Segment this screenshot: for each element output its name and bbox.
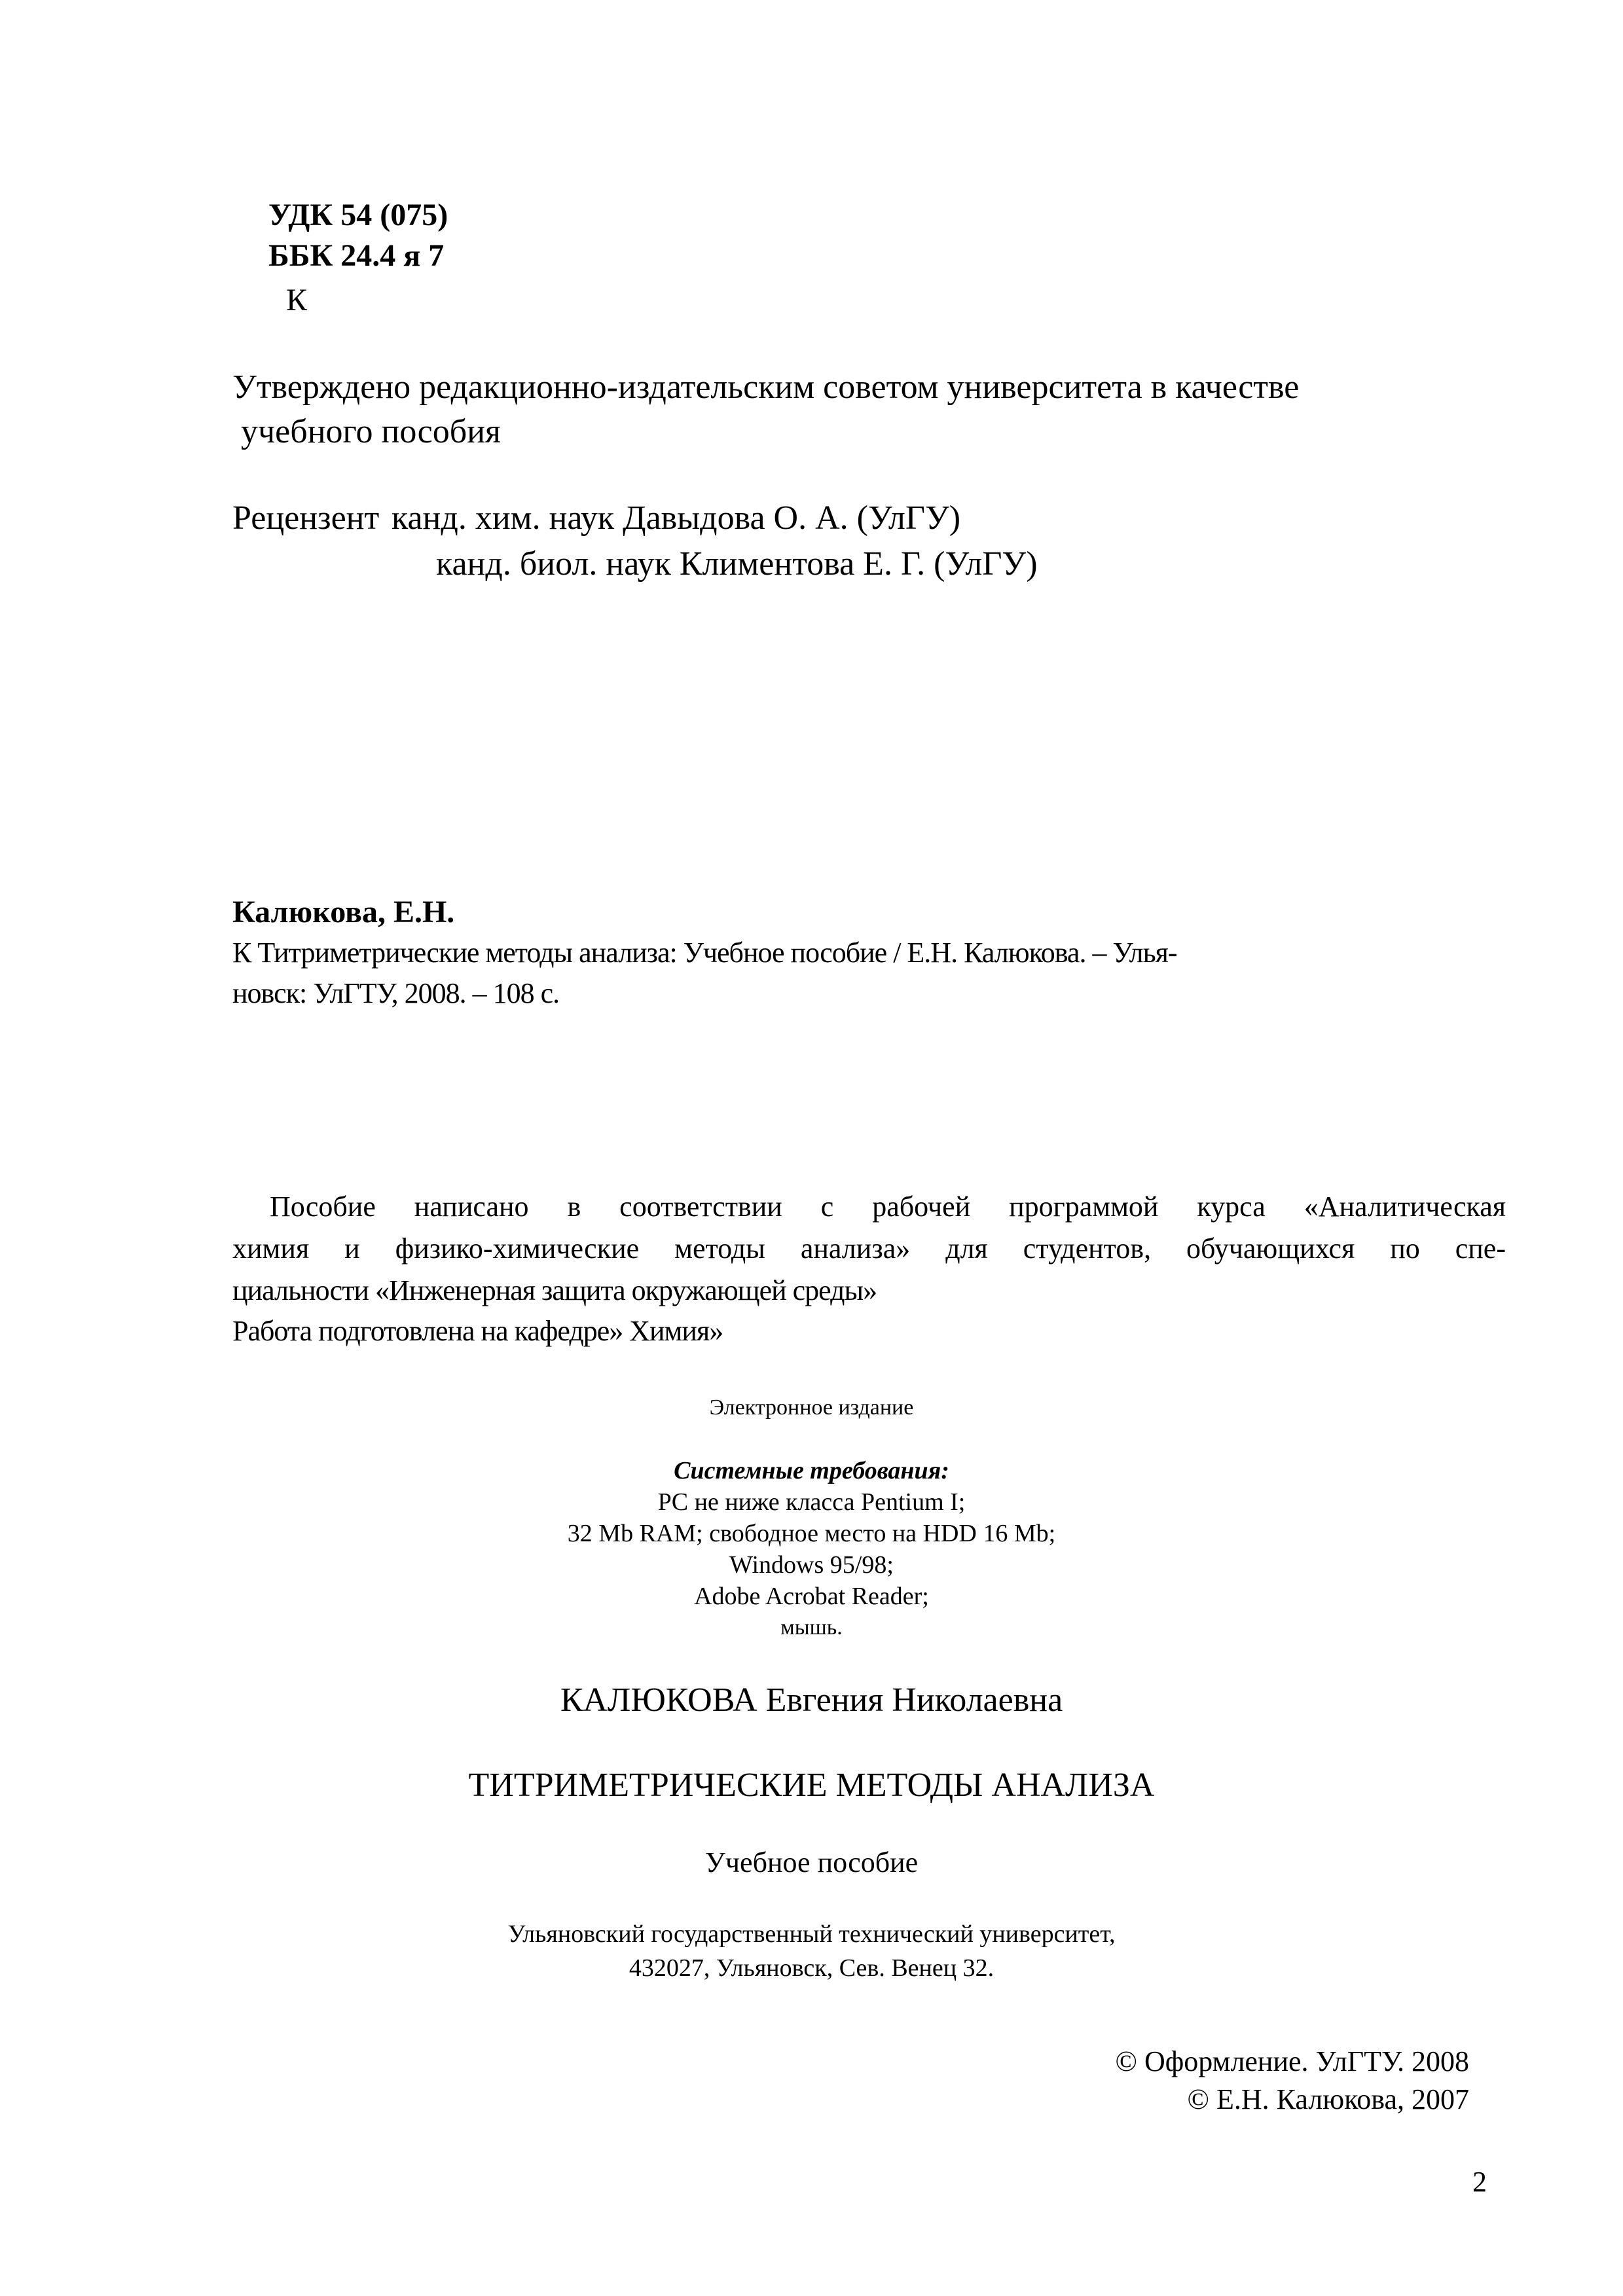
edition-type: Электронное издание xyxy=(709,1395,914,1420)
requirement-memory: 32 Mb RAM; свободное место на HDD 16 Mb; xyxy=(567,1520,1056,1547)
abstract-line-3: циальности «Инженерная защита окружающей среды» xyxy=(232,1274,877,1306)
reviewer-2: канд. биол. наук Климентова Е. Г. (УлГУ) xyxy=(436,545,1038,583)
bibliography-author: Калюкова, Е.Н. xyxy=(232,895,455,929)
reviewer-label: Рецензент xyxy=(232,499,380,537)
copyright-design: © Оформление. УлГТУ. 2008 xyxy=(1115,2045,1469,2077)
publisher-address: 432027, Ульяновск, Сев. Венец 32. xyxy=(629,1954,994,1982)
author-full-name: КАЛЮКОВА Евгения Николаевна xyxy=(560,1681,1063,1719)
abstract-line-1: Пособие написано в соответствии с рабочей программой курса «Аналитическая xyxy=(270,1191,1506,1223)
bibliography-line-1: К Титриметрические методы анализа: Учебное пособие / Е.Н. Калюкова. – Улья- xyxy=(232,937,1177,969)
requirement-reader: Adobe Acrobat Reader; xyxy=(694,1583,929,1610)
page-number: 2 xyxy=(1472,2166,1487,2198)
approval-line-1: Утверждено редакционно-издательским советом университета в качестве xyxy=(232,368,1300,406)
bibliography-line-2: новск: УлГТУ, 2008. – 108 с. xyxy=(232,977,560,1009)
bbk-code: ББК 24.4 я 7 xyxy=(268,238,445,273)
requirements-title: Системные требования: xyxy=(674,1457,949,1484)
abstract-line-4: Работа подготовлена на кафедре» Химия» xyxy=(232,1315,723,1347)
requirement-cpu: PC не ниже класса Pentium I; xyxy=(657,1488,966,1516)
reviewer-1: канд. хим. наук Давыдова О. А. (УлГУ) xyxy=(392,499,961,537)
copyright-author: © Е.Н. Калюкова, 2007 xyxy=(1187,2083,1469,2115)
udk-code: УДК 54 (075) xyxy=(268,198,448,232)
requirement-mouse: мышь. xyxy=(780,1615,843,1640)
book-subtitle: Учебное пособие xyxy=(704,1846,919,1878)
abstract-line-2: химия и физико-химические методы анализа» для студентов, обучающихся по спе- xyxy=(232,1232,1506,1265)
approval-line-2: учебного пособия xyxy=(241,413,501,450)
author-mark: К xyxy=(286,283,308,317)
requirement-os: Windows 95/98; xyxy=(729,1551,894,1579)
book-title: ТИТРИМЕТРИЧЕСКИЕ МЕТОДЫ АНАЛИЗА xyxy=(468,1767,1155,1804)
publisher-name: Ульяновский государственный технический университет, xyxy=(507,1920,1116,1948)
